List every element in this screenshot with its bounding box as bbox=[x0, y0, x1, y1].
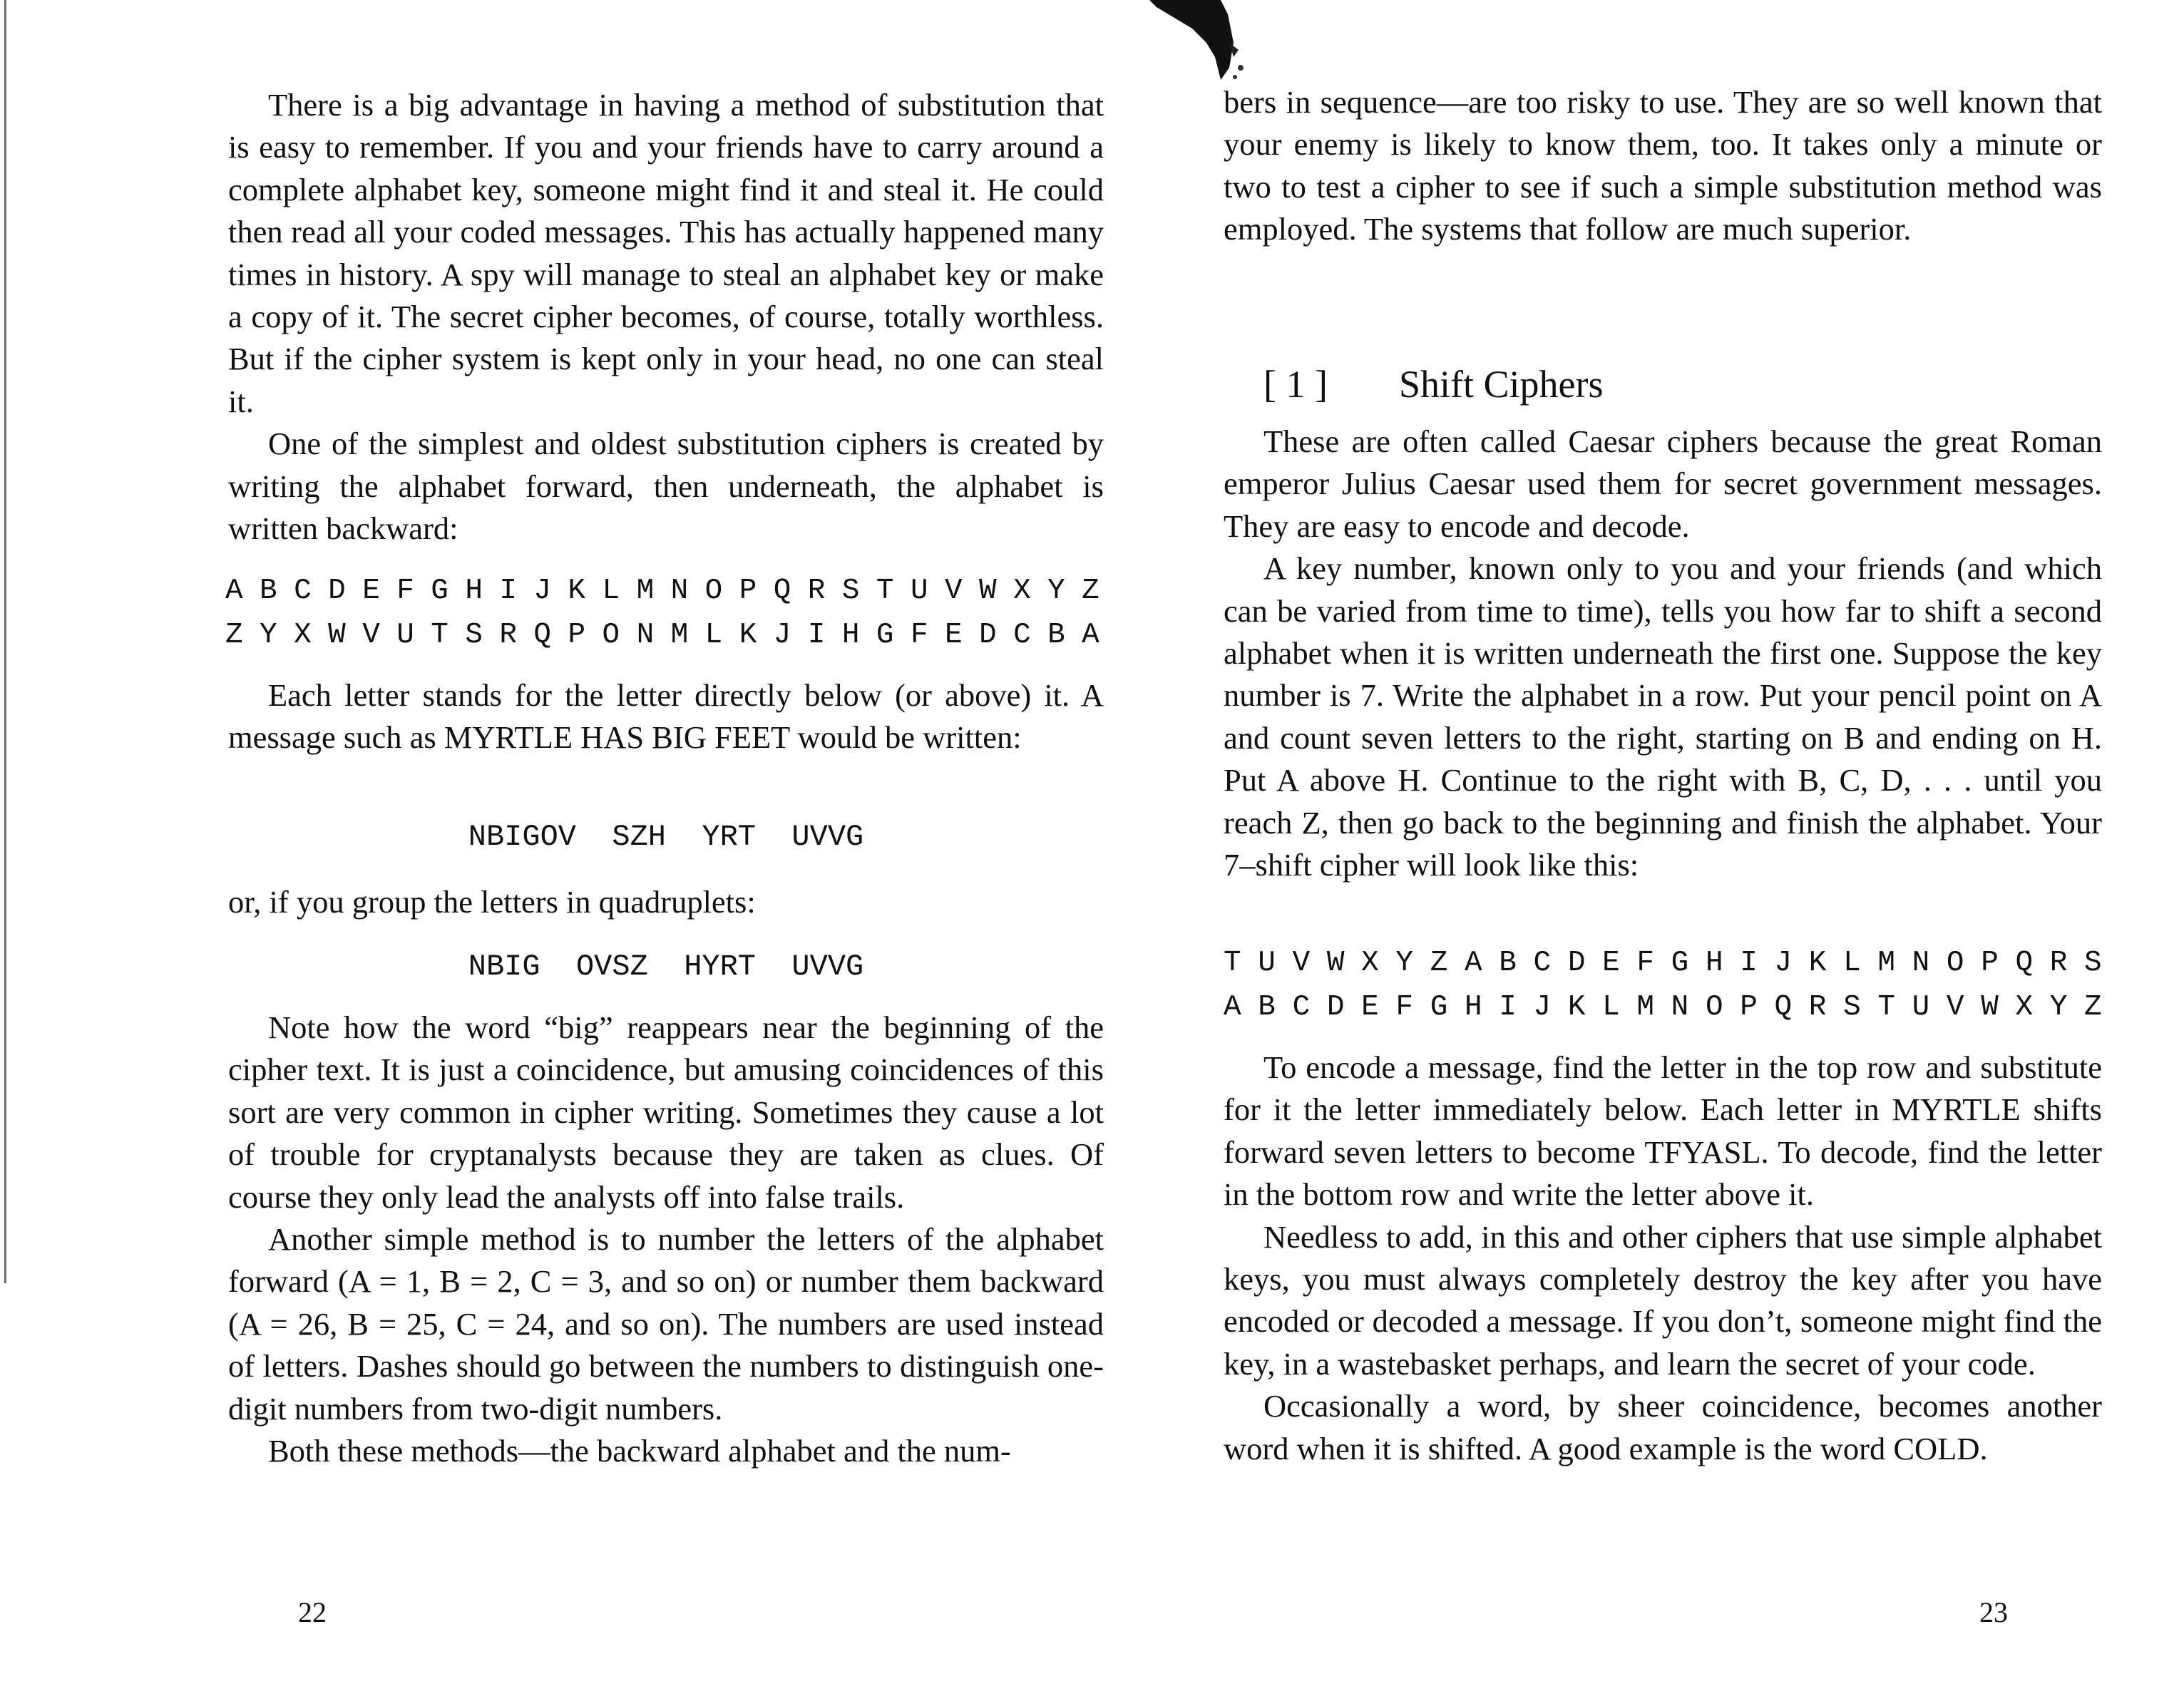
paragraph: Each letter stands for the letter directly below (or above) it. A message such as MYRTLE HAS BIG FEET would be written: bbox=[228, 677, 1104, 756]
letter-cell: F bbox=[1395, 991, 1414, 1024]
letter-cell: J bbox=[533, 575, 552, 607]
section-heading bbox=[1263, 362, 1604, 406]
letter-cell: L bbox=[1843, 947, 1861, 980]
letter-cell: B bbox=[1258, 991, 1276, 1024]
letter-cell: O bbox=[602, 619, 620, 652]
letter-cell: X bbox=[294, 619, 312, 652]
letter-cell: P bbox=[1740, 991, 1758, 1024]
letter-cell: R bbox=[807, 575, 826, 607]
cipher-example-1: NBIGOV SZH YRT UVVG bbox=[468, 820, 864, 854]
letter-cell: S bbox=[1843, 991, 1861, 1024]
letter-cell: A bbox=[1464, 947, 1482, 980]
section-number: [ 1 ] bbox=[1263, 363, 1328, 406]
left-lower-text bbox=[228, 1007, 1104, 1472]
paragraph: bers in sequence—are too risky to use. They are so well known that your enemy is likely to know them, too. It takes only a minute or two to test a cipher to see if such a simple substitution method was employed. The systems that follow are much superior. bbox=[1224, 84, 2102, 247]
letter-cell: V bbox=[944, 575, 963, 607]
letter-cell: J bbox=[773, 619, 791, 652]
paragraph: Needless to add, in this and other ciphers that use simple alphabet keys, you must always completely destroy the key after you have encoded or decoded a message. If you don’t, someone might find the key, in a wastebasket perhaps, and learn the secret of your code. bbox=[1224, 1218, 2102, 1382]
right-intro-text bbox=[1224, 421, 2102, 886]
paragraph: One of the simplest and oldest substitution ciphers is created by writing the alphabet forward, then underneath, the alphabet is written backward: bbox=[228, 426, 1104, 547]
letter-cell: G bbox=[876, 619, 894, 652]
letter-cell: W bbox=[979, 575, 997, 607]
letter-cell: P bbox=[568, 619, 586, 652]
letter-cell: Q bbox=[533, 619, 552, 652]
letter-cell: Z bbox=[225, 619, 243, 652]
paragraph: Another simple method is to number the letters of the alphabet forward (A = 1, B = 2, C = 3, and so on) or number them backward (A = 26, B = 25, C = 24, and so on). The numbers are used instead of letters. Dashes should go between the numbers to distinguish one-digit numbers from two-digit numbers. bbox=[228, 1221, 1104, 1427]
alphabet-forward-row bbox=[225, 570, 1099, 612]
letter-cell: G bbox=[1430, 991, 1448, 1024]
letter-cell: E bbox=[362, 575, 380, 607]
paragraph: To encode a message, find the letter in the top row and substitute for it the letter immediately below. Each letter in MYRTLE shifts forward seven letters to become TFYASL. To decode, find the letter in the bottom row and write the letter above it. bbox=[1224, 1049, 2102, 1213]
letter-cell: X bbox=[1361, 947, 1379, 980]
letter-cell: W bbox=[1326, 947, 1345, 980]
letter-cell: S bbox=[841, 575, 860, 607]
letter-cell: V bbox=[362, 619, 380, 652]
letter-cell: H bbox=[465, 575, 483, 607]
letter-cell: C bbox=[294, 575, 312, 607]
paragraph: Both these methods—the backward alphabet and the num- bbox=[268, 1433, 1011, 1469]
letter-cell: T bbox=[1877, 991, 1895, 1024]
letter-cell: O bbox=[1705, 991, 1723, 1024]
letter-cell: U bbox=[1912, 991, 1930, 1024]
letter-cell: W bbox=[328, 619, 346, 652]
letter-cell: Z bbox=[1082, 575, 1099, 607]
letter-cell: I bbox=[1740, 947, 1758, 980]
letter-cell: P bbox=[739, 575, 757, 607]
letter-cell: F bbox=[1636, 947, 1654, 980]
letter-cell: A bbox=[1224, 991, 1241, 1024]
page-number-right: 23 bbox=[1979, 1596, 2008, 1628]
left-page bbox=[225, 0, 1107, 1701]
letter-cell: T bbox=[876, 575, 894, 607]
letter-cell: U bbox=[1258, 947, 1276, 980]
letter-cell: J bbox=[1774, 947, 1793, 980]
letter-cell: W bbox=[1981, 991, 1999, 1024]
letter-cell: Z bbox=[2084, 991, 2102, 1024]
right-page bbox=[1224, 0, 2103, 1701]
letter-cell: L bbox=[602, 575, 620, 607]
letter-cell: B bbox=[1047, 619, 1065, 652]
section-title: Shift Ciphers bbox=[1399, 363, 1604, 406]
letter-cell: C bbox=[1013, 619, 1031, 652]
letter-cell: V bbox=[1946, 991, 1964, 1024]
letter-cell: K bbox=[739, 619, 757, 652]
letter-cell: G bbox=[431, 575, 448, 607]
alphabet-backward-row bbox=[225, 615, 1099, 657]
letter-cell: Q bbox=[2015, 947, 2034, 980]
letter-cell: I bbox=[1499, 991, 1517, 1024]
letter-cell: F bbox=[910, 619, 928, 652]
letter-cell: A bbox=[1082, 619, 1099, 652]
quadruplets-intro bbox=[228, 881, 1104, 923]
letter-cell: X bbox=[1013, 575, 1031, 607]
letter-cell: M bbox=[1877, 947, 1895, 980]
letter-cell: T bbox=[431, 619, 448, 652]
paragraph: There is a big advantage in having a method of substitution that is easy to remember. If you and your friends have to carry around a complete alphabet key, someone might find it and steal it. He could then read all your coded messages. This has actually happened many times in history. A spy will manage to steal an alphabet key or make a copy of it. The secret cipher becomes, of course, totally worthless. But if the cipher system is kept only in your head, no one can steal it. bbox=[228, 87, 1104, 419]
left-middle-text bbox=[228, 674, 1104, 759]
cipher-example-2: NBIG OVSZ HYRT UVVG bbox=[468, 950, 864, 984]
letter-cell: E bbox=[1361, 991, 1379, 1024]
letter-cell: X bbox=[2015, 991, 2034, 1024]
letter-cell: N bbox=[670, 575, 689, 607]
letter-cell: E bbox=[944, 619, 963, 652]
letter-cell: R bbox=[2049, 947, 2068, 980]
paragraph: A key number, known only to you and your friends (and which can be varied from time to time), tells you how far to shift a second alphabet when it is written underneath the first one. Suppose the key number is 7. Write the alphabet in a row. Put your pencil point on A and count seven letters to the right, starting on B and ending on H. Put A above H. Continue to the right with B, C, D, . . . until you reach Z, then go back to the beginning and finish the alphabet. Your 7–shift cipher will look like this: bbox=[1224, 550, 2102, 883]
letter-cell: M bbox=[1636, 991, 1654, 1024]
letter-cell: L bbox=[704, 619, 723, 652]
letter-cell: U bbox=[396, 619, 414, 652]
letter-cell: R bbox=[499, 619, 517, 652]
letter-cell: O bbox=[704, 575, 723, 607]
letter-cell: K bbox=[1567, 991, 1586, 1024]
paragraph: Occasionally a word, by sheer coincidence, becomes another word when it is shifted. A good example is the word COLD. bbox=[1224, 1388, 2102, 1466]
letter-cell: N bbox=[1912, 947, 1930, 980]
letter-cell: H bbox=[1705, 947, 1723, 980]
letter-cell: D bbox=[1326, 991, 1345, 1024]
letter-cell: E bbox=[1602, 947, 1620, 980]
letter-cell: S bbox=[465, 619, 483, 652]
letter-cell: G bbox=[1671, 947, 1689, 980]
letter-cell: S bbox=[2084, 947, 2102, 980]
page-number-left: 22 bbox=[298, 1596, 327, 1628]
letter-cell: O bbox=[1946, 947, 1964, 980]
paragraph: These are often called Caesar ciphers because the great Roman emperor Julius Caesar used them for secret government messages. They are easy to encode and decode. bbox=[1224, 423, 2102, 544]
shift-bottom-row bbox=[1224, 987, 2102, 1029]
letter-cell: D bbox=[1567, 947, 1586, 980]
letter-cell: D bbox=[328, 575, 346, 607]
letter-cell: U bbox=[910, 575, 928, 607]
paragraph: or, if you group the letters in quadruplets: bbox=[228, 884, 756, 920]
letter-cell: Z bbox=[1430, 947, 1448, 980]
letter-cell: A bbox=[225, 575, 243, 607]
letter-cell: V bbox=[1292, 947, 1311, 980]
letter-cell: I bbox=[499, 575, 517, 607]
letter-cell: Y bbox=[260, 619, 277, 652]
letter-cell: B bbox=[1499, 947, 1517, 980]
letter-cell: H bbox=[1464, 991, 1482, 1024]
letter-cell: L bbox=[1602, 991, 1620, 1024]
letter-cell: H bbox=[841, 619, 860, 652]
letter-cell: K bbox=[1808, 947, 1827, 980]
paragraph: Note how the word “big” reappears near the beginning of the cipher text. It is just a coincidence, but amusing coincidences of this sort are very common in cipher writing. Sometimes they cause a lot of trouble for cryptanalysts because they are taken as clues. Of course they only lead the analysts off into false trails. bbox=[228, 1009, 1104, 1215]
letter-cell: R bbox=[1808, 991, 1827, 1024]
letter-cell: N bbox=[1671, 991, 1689, 1024]
letter-cell: K bbox=[568, 575, 586, 607]
letter-cell: M bbox=[636, 575, 655, 607]
letter-cell: Y bbox=[2049, 991, 2068, 1024]
letter-cell: M bbox=[670, 619, 689, 652]
letter-cell: N bbox=[636, 619, 655, 652]
letter-cell: Q bbox=[1774, 991, 1793, 1024]
right-continuation-text bbox=[1224, 81, 2102, 251]
letter-cell: J bbox=[1533, 991, 1552, 1024]
letter-cell: F bbox=[396, 575, 414, 607]
letter-cell: B bbox=[260, 575, 277, 607]
letter-cell: Q bbox=[773, 575, 791, 607]
letter-cell: C bbox=[1292, 991, 1311, 1024]
left-intro-text bbox=[228, 84, 1104, 550]
binding-edge-line bbox=[4, 0, 6, 1283]
shift-top-row bbox=[1224, 942, 2102, 985]
letter-cell: I bbox=[807, 619, 826, 652]
letter-cell: Y bbox=[1395, 947, 1414, 980]
letter-cell: Y bbox=[1047, 575, 1065, 607]
letter-cell: D bbox=[979, 619, 997, 652]
letter-cell: T bbox=[1224, 947, 1241, 980]
right-lower-text bbox=[1224, 1047, 2102, 1470]
letter-cell: P bbox=[1981, 947, 1999, 980]
letter-cell: C bbox=[1533, 947, 1552, 980]
